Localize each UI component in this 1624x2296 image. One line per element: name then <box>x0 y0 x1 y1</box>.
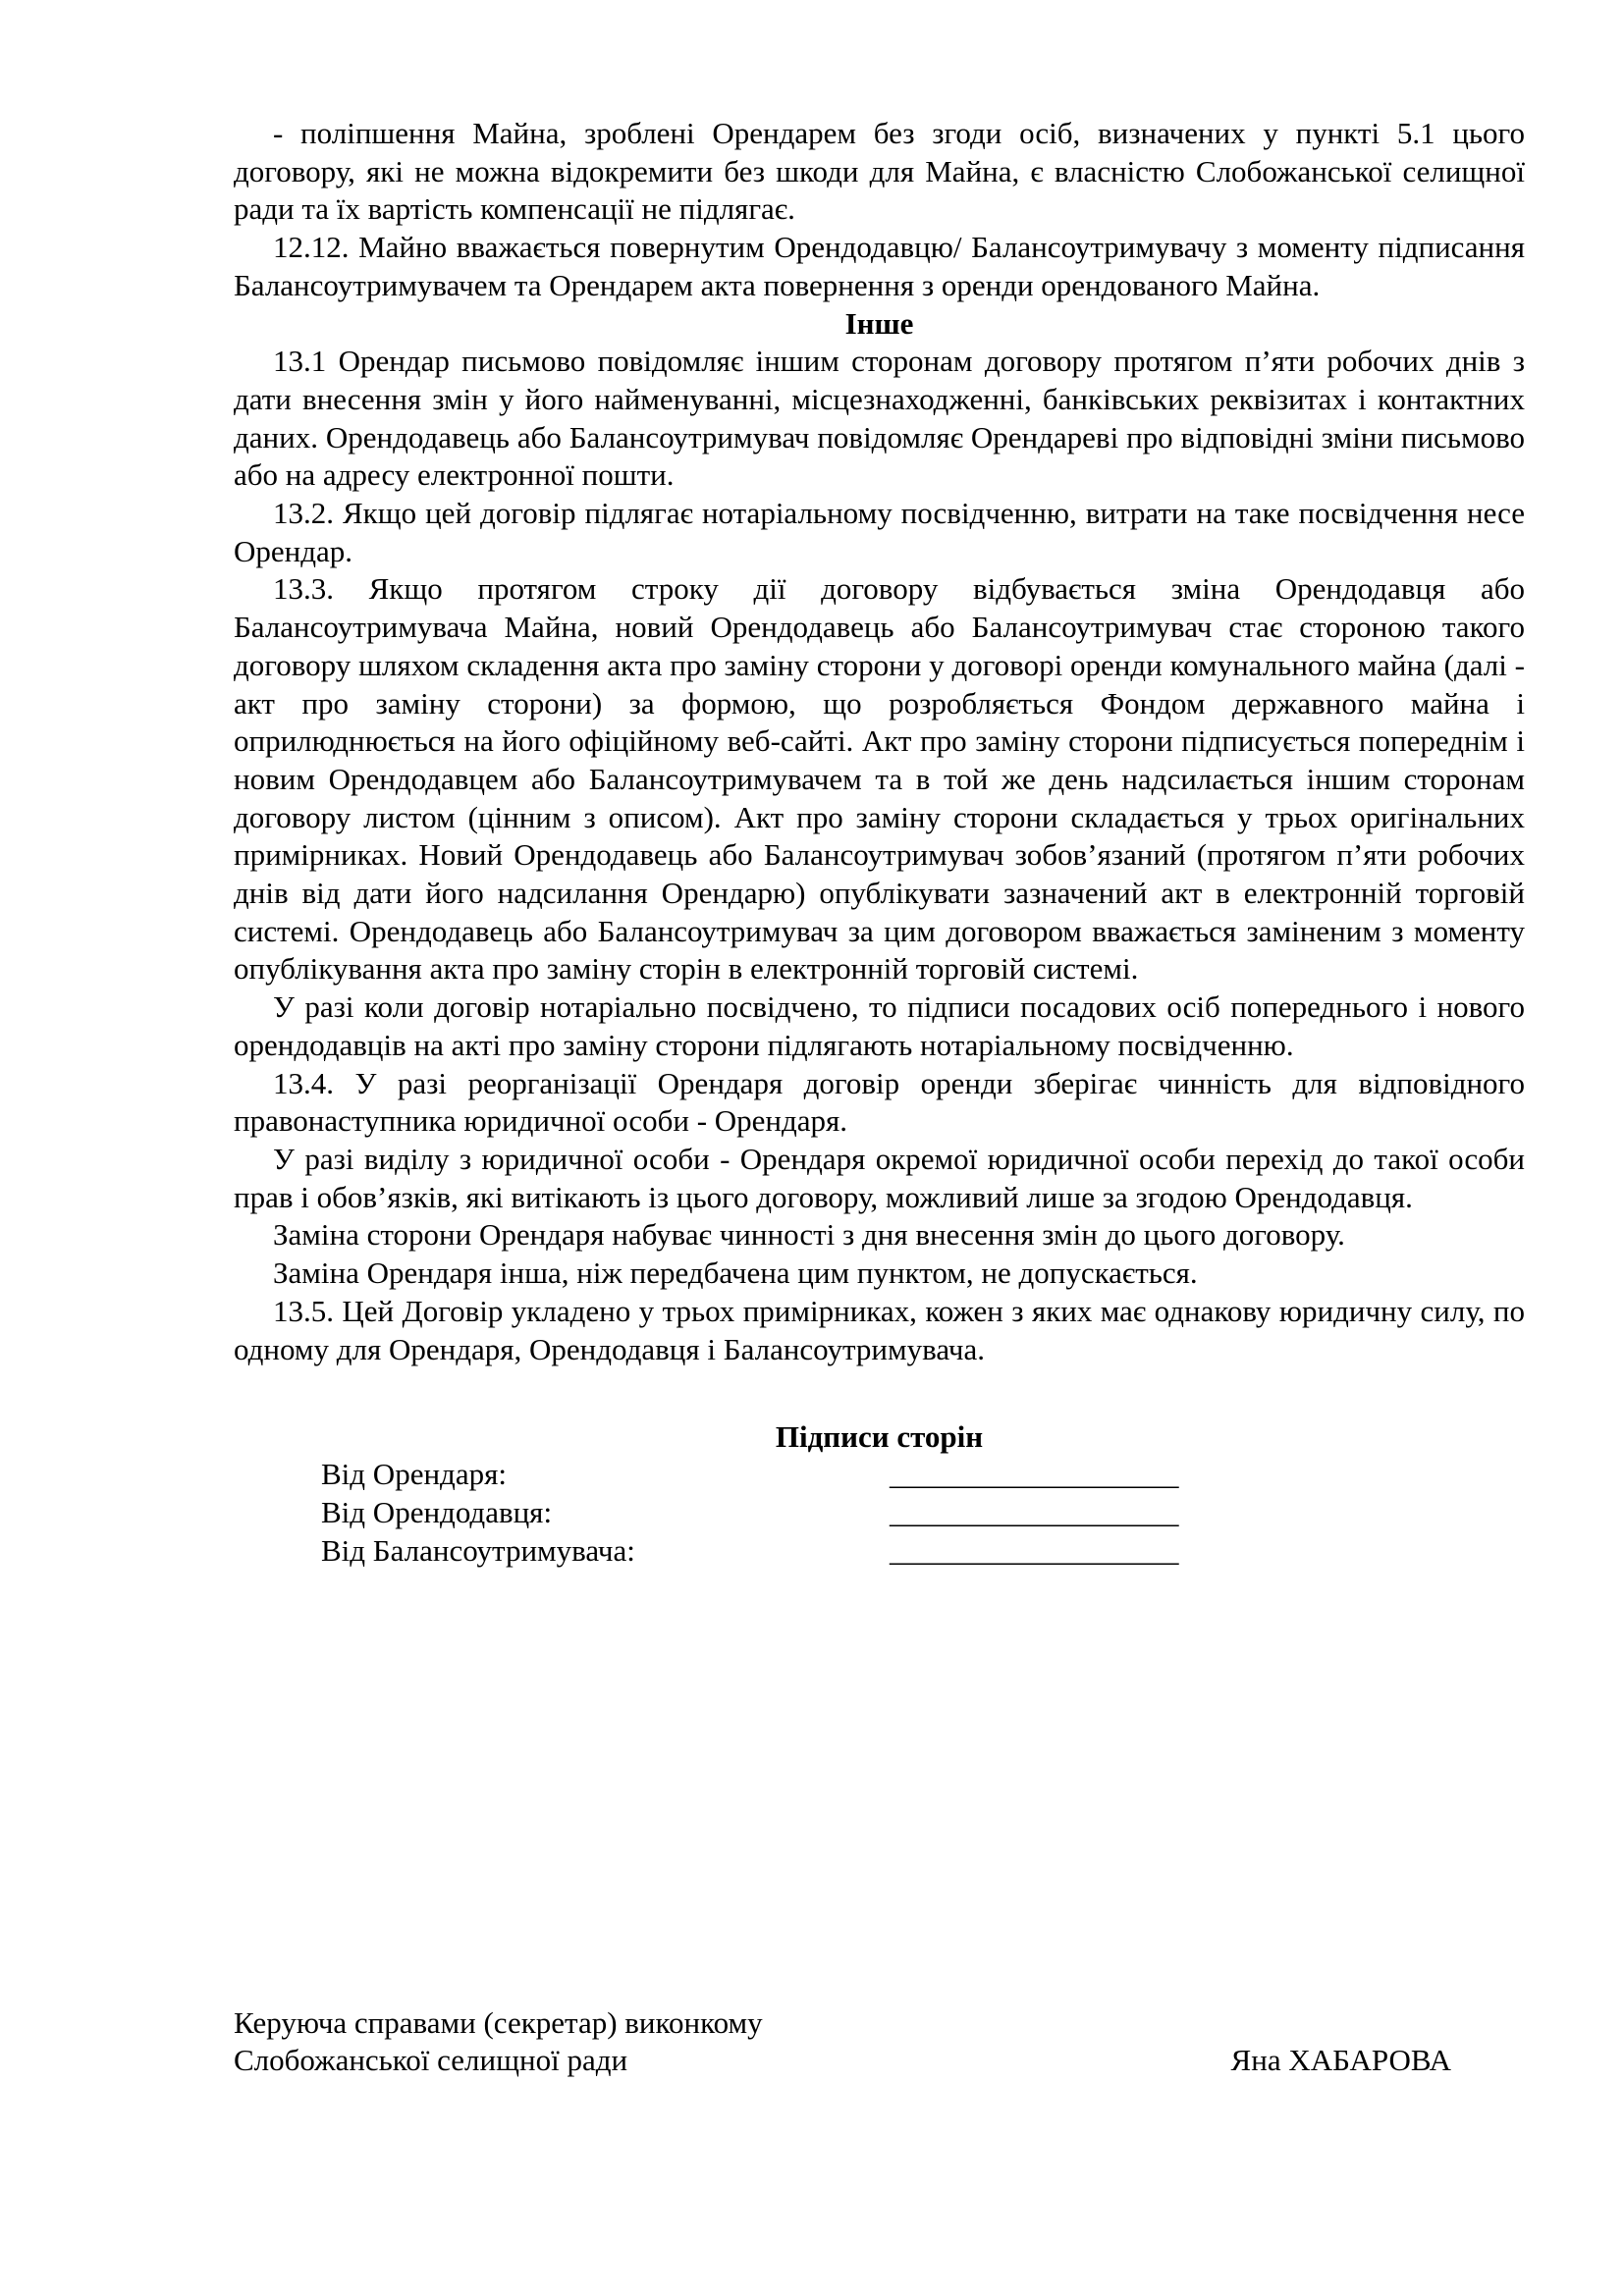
signatures-title: Підписи сторін <box>775 1419 984 1455</box>
signature-label: Від Орендодавця: <box>321 1495 553 1530</box>
paragraph-13-3: 13.3. Якщо протягом строку дії договору відбувається зміна Орендодавця або Балансоутримувача Майна, новий Орендодавець або Балансоутримувач стає стороною такого договору шляхом складення акта про заміну сторони у договорі оренди комунального майна (далі - акт про заміну сторони) за формою, що розробляється Фондом державного майна і оприлюднюється на його офіційному веб-сайті. Акт про заміну сторони підписується попереднім і новим Орендодавцем або Балансоутримувачем та в той же день надсилається іншим сторонам договору листом (цінним з описом). Акт про заміну сторони складається у трьох оригінальних примірниках. Новий Орендодавець або Балансоутримувач зобов’язаний (протягом п’яти робочих днів від дати його надсилання Орендарю) опублікувати зазначений акт в електронній торговій системі. Орендодавець або Балансоутримувач за цим договором вважається заміненим з моменту опублікування акта про заміну сторін в електронній торговій системі. <box>234 571 1525 987</box>
paragraph-improvements: - поліпшення Майна, зроблені Орендарем без згоди осіб, визначених у пункті 5.1 цього договору, які не можна відокремити без шкоди для Майна, є власністю Слобожанської селищної ради та їх вартість компенсації не підлягає. <box>234 116 1525 227</box>
signature-label: Від Орендаря: <box>321 1457 507 1492</box>
document-body <box>234 115 1525 1571</box>
paragraph-spin-off: У разі виділу з юридичної особи - Орендаря окремої юридичної особи перехід до такої особи прав і обов’язків, які витікають із цього договору, можливий лише за згодою Орендодавця. <box>234 1141 1525 1214</box>
paragraph-tenant-replacement: Заміна сторони Орендаря набуває чинності з дня внесення змін до цього договору. <box>273 1217 1345 1253</box>
paragraph-13-4: 13.4. У разі реорганізації Орендаря договір оренди зберігає чинність для відповідного правонаступника юридичної особи - Орендаря. <box>234 1065 1525 1139</box>
paragraph-13-1: 13.1 Орендар письмово повідомляє іншим сторонам договору протягом п’яти робочих днів з дати внесення змін у його найменуванні, місцезнаходженні, банківських реквізитах і контактних даних. Орендодавець або Балансоутримувач повідомляє Орендареві про відповідні зміни письмово або на адресу електронної пошти. <box>234 344 1525 493</box>
signatory-position-line2: Слобожанської селищної ради <box>234 2043 628 2077</box>
signature-row-tenant <box>234 1456 1525 1494</box>
signature-label: Від Балансоутримувача: <box>321 1533 635 1569</box>
signature-row-lessor <box>234 1494 1525 1532</box>
signature-row-balance-holder <box>234 1532 1525 1571</box>
paragraph-12-12: 12.12. Майно вважається повернутим Орендодавцю/ Балансоутримувачу з моменту підписання Балансоутримувачем та Орендарем акта повернення з оренди орендованого Майна. <box>234 230 1525 302</box>
signature-line: ___________________ <box>890 1457 1179 1492</box>
section-heading-other: Інше <box>844 305 914 341</box>
paragraph-notary: У разі коли договір нотаріально посвідчено, то підписи посадових осіб попереднього і нового орендодавців на акті про заміну сторони підлягають нотаріальному посвідченню. <box>234 989 1525 1062</box>
signatory-name: Яна ХАБАРОВА <box>1230 2043 1451 2077</box>
signatory-position-line1: Керуюча справами (секретар) виконкому <box>234 2005 763 2040</box>
paragraph-13-2: 13.2. Якщо цей договір підлягає нотаріальному посвідченню, витрати на таке посвідчення несе Орендар. <box>234 496 1525 568</box>
paragraph-13-5: 13.5. Цей Договір укладено у трьох примірниках, кожен з яких має однакову юридичну силу, по одному для Орендаря, Орендодавця і Балансоутримувача. <box>234 1293 1525 1366</box>
signature-line: ___________________ <box>890 1495 1179 1530</box>
footer-signatory <box>234 2004 1451 2079</box>
signature-line: ___________________ <box>890 1533 1179 1569</box>
paragraph-other-replacement: Заміна Орендаря інша, ніж передбачена цим пунктом, не допускається. <box>273 1255 1198 1291</box>
